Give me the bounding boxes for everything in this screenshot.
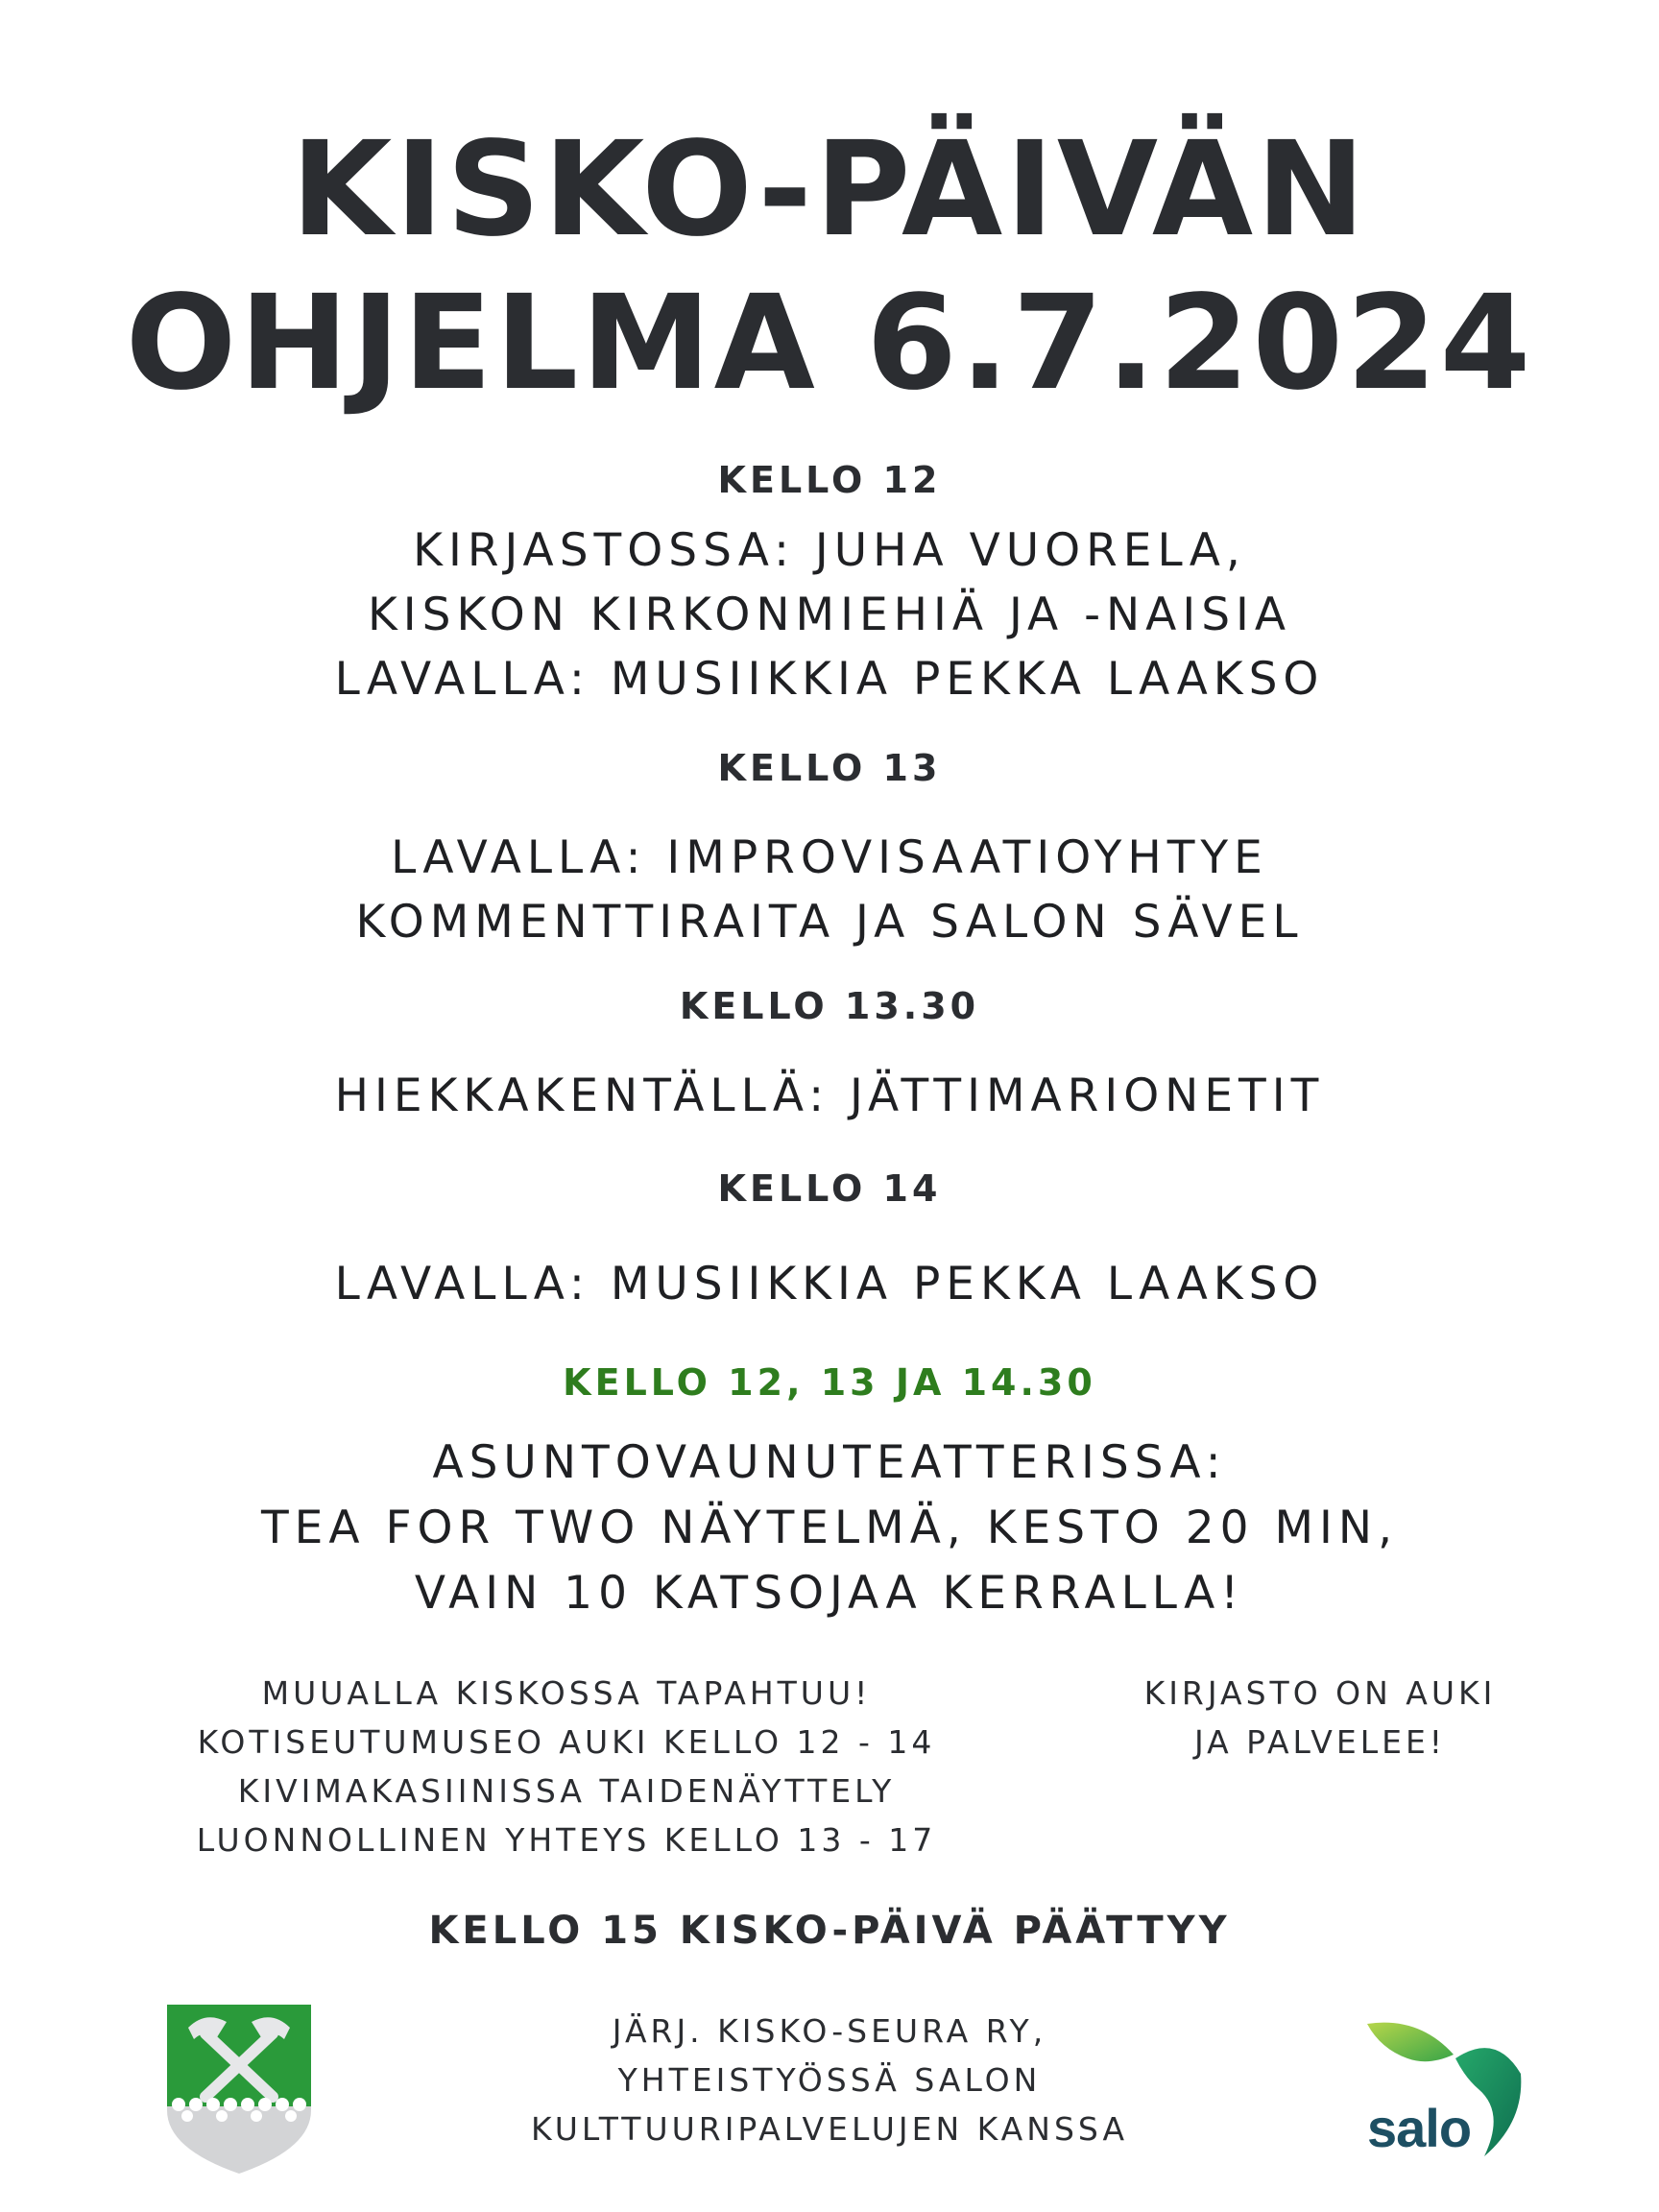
library-note (1094, 1669, 1546, 1767)
program-line: VAIN 10 KATSOJAA KERRALLA! (414, 1567, 1245, 1620)
program-line: TEA FOR TWO NÄYTELMÄ, KESTO 20 MIN, (260, 1502, 1399, 1554)
poster-title (0, 113, 1659, 421)
program-line: HIEKKAKENTÄLLÄ: JÄTTIMARIONETIT (334, 1070, 1325, 1122)
title-line-1: KISKO-PÄIVÄN (291, 114, 1368, 266)
time-heading-1330: KELLO 13.30 (679, 985, 980, 1027)
time-heading-12: KELLO 12 (717, 459, 942, 501)
organizer-line: JÄRJ. KISKO-SEURA RY, (612, 2012, 1047, 2050)
program-line: LAVALLA: MUSIIKKIA PEKKA LAAKSO (334, 1258, 1325, 1310)
time-heading-13: KELLO 13 (717, 747, 942, 789)
library-line: KIRJASTO ON AUKI (1143, 1674, 1497, 1712)
program-13 (0, 826, 1659, 954)
elsewhere-line: KOTISEUTUMUSEO AUKI KELLO 12 - 14 (197, 1723, 936, 1761)
elsewhere-line: MUUALLA KISKOSSA TAPAHTUU! (261, 1674, 872, 1712)
time-heading-14: KELLO 14 (717, 1167, 942, 1210)
program-12 (0, 518, 1659, 711)
salo-logo (1361, 2016, 1527, 2170)
elsewhere-line: KIVIMAKASIINISSA TAIDENÄYTTELY (237, 1772, 896, 1810)
end-note: KELLO 15 KISKO-PÄIVÄ PÄÄTTYY (428, 1909, 1231, 1953)
program-14 (0, 1252, 1659, 1316)
elsewhere-list (173, 1669, 960, 1864)
program-line: ASUNTOVAUNUTEATTERISSA: (432, 1436, 1227, 1489)
time-heading-theatre: KELLO 12, 13 JA 14.30 (563, 1361, 1096, 1404)
program-line: KIRJASTOSSA: JUHA VUORELA, (413, 524, 1246, 577)
library-line: JA PALVELEE! (1193, 1723, 1447, 1761)
salo-logo-text: salo (1367, 2098, 1472, 2158)
program-theatre (0, 1431, 1659, 1626)
title-line-2: OHJELMA 6.7.2024 (125, 268, 1534, 420)
program-line: KOMMENTTIRAITA JA SALON SÄVEL (355, 896, 1304, 949)
elsewhere-line: LUONNOLLINEN YHTEYS KELLO 13 - 17 (196, 1821, 937, 1859)
program-1330 (0, 1064, 1659, 1128)
organizer-note (397, 2007, 1262, 2153)
organizer-line: KULTTUURIPALVELUJEN KANSSA (530, 2110, 1129, 2148)
program-line: KISKON KIRKONMIEHIÄ JA -NAISIA (367, 589, 1292, 641)
program-line: LAVALLA: IMPROVISAATIOYHTYE (391, 831, 1268, 884)
program-line: LAVALLA: MUSIIKKIA PEKKA LAAKSO (334, 653, 1325, 706)
kisko-coat-of-arms-icon (167, 2005, 311, 2174)
organizer-line: YHTEISTYÖSSÄ SALON (617, 2061, 1042, 2099)
